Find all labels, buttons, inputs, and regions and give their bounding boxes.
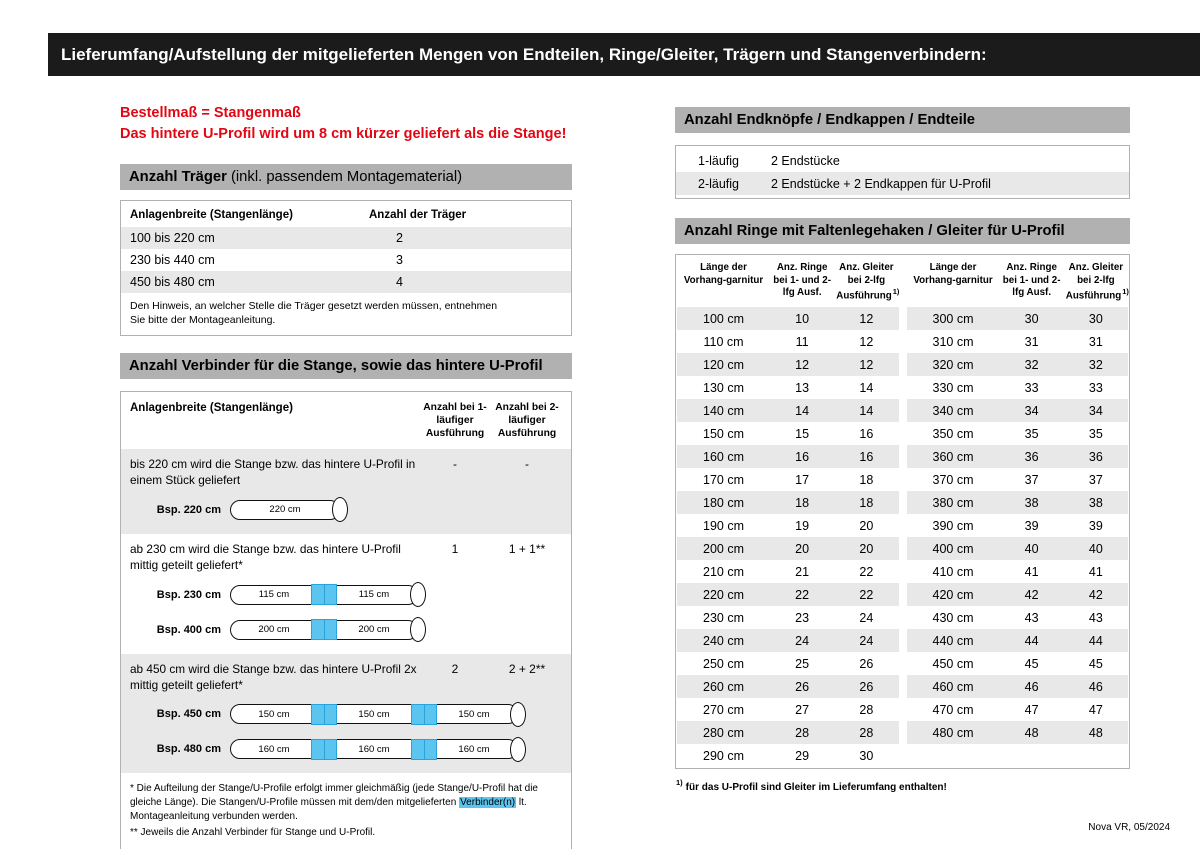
glider-count: 12	[859, 311, 874, 326]
glider-count: 28	[859, 725, 874, 740]
verbinder-count-2lfg: 1 + 1**	[508, 541, 546, 556]
ring-table-row	[677, 583, 899, 606]
rod-end-piece-icon	[332, 497, 348, 522]
glider-count: 46	[1088, 679, 1103, 694]
endteile-content: 2 Endstücke	[771, 153, 840, 168]
ring-table	[675, 254, 1130, 769]
endteile-rows	[676, 149, 1129, 195]
footnote-division	[130, 782, 562, 824]
rod-example	[121, 496, 571, 524]
glider-count: 45	[1088, 656, 1103, 671]
traeger-section-header	[120, 164, 572, 190]
ring-table-row	[677, 698, 899, 721]
glider-count: 42	[1088, 587, 1103, 602]
verbinder-highlight: Verbinder(n)	[460, 797, 516, 809]
order-measure-line2: Das hintere U-Profil wird um 8 cm kürzer geliefert als die Stange!	[120, 126, 567, 143]
ring-count: 21	[795, 564, 810, 579]
left-column	[120, 103, 572, 849]
rod-example	[121, 616, 571, 644]
ring-col-rings-header	[1000, 262, 1064, 300]
endteile-table-row	[676, 172, 1129, 195]
rod-segment: 160 cm	[330, 739, 418, 759]
rod-example-label: Bsp. 450 cm	[156, 708, 221, 721]
verbinder-count-1lfg: 1	[451, 541, 459, 556]
glider-count: 38	[1088, 495, 1103, 510]
ring-count: 37	[1024, 472, 1039, 487]
verbinder-count-2lfg: 2 + 2**	[508, 661, 546, 676]
verbinder-block	[121, 534, 571, 654]
ring-table-row	[907, 675, 1129, 698]
verbinder-table-head	[121, 392, 571, 449]
glider-count: 26	[859, 679, 874, 694]
glider-count: 24	[859, 633, 874, 648]
curtain-length: 230 cm	[703, 610, 744, 625]
ring-table-row	[907, 514, 1129, 537]
traeger-table-row	[121, 271, 571, 293]
rod-connector-icon	[311, 739, 337, 760]
ring-header-text: Anz. Ringe bei 1- und 2-lfg Ausf.	[1002, 262, 1061, 299]
ring-count: 48	[1024, 725, 1039, 740]
curtain-length: 480 cm	[932, 725, 974, 740]
verbinder-count-1lfg: 2	[451, 661, 459, 676]
right-column	[675, 107, 1130, 793]
ring-table-row	[907, 330, 1129, 353]
ring-count: 11	[795, 334, 809, 349]
ring-col-length-header	[907, 262, 1000, 287]
ring-table-row	[907, 468, 1129, 491]
glider-count: 16	[859, 449, 874, 464]
ring-table-row	[677, 376, 899, 399]
rod-example-label: Bsp. 230 cm	[156, 588, 221, 601]
glider-count: 33	[1088, 380, 1103, 395]
curtain-length: 270 cm	[703, 702, 744, 717]
ring-count: 15	[795, 426, 810, 441]
glider-count: 48	[1088, 725, 1103, 740]
ring-table-header	[907, 256, 1129, 307]
verbinder-col3-header: Anzahl bei 2-läufiger Ausführung	[495, 402, 559, 440]
ring-table-row	[677, 514, 899, 537]
ring-table-row	[907, 537, 1129, 560]
curtain-length: 100 cm	[703, 311, 744, 326]
rod-segment: 160 cm	[430, 739, 518, 759]
ring-table-row	[677, 629, 899, 652]
ring-count: 36	[1024, 449, 1039, 464]
ring-table-row	[907, 721, 1129, 744]
ring-count: 42	[1024, 587, 1039, 602]
ring-footnote	[675, 778, 1130, 792]
curtain-length: 190 cm	[703, 518, 744, 533]
ring-table-row	[907, 422, 1129, 445]
rod-end-piece-icon	[510, 737, 526, 762]
glider-count: 36	[1088, 449, 1103, 464]
glider-count: 22	[859, 564, 874, 579]
glider-count: 20	[859, 518, 874, 533]
traeger-note: Den Hinweis, an welcher Stelle die Träger gesetzt werden müssen, entnehmen Sie bitte der Montageanleitung.	[130, 300, 498, 326]
ring-table-row	[677, 307, 899, 330]
ring-count: 12	[795, 357, 810, 372]
ring-table-row	[907, 376, 1129, 399]
ring-table-left-half	[677, 256, 899, 767]
rod-diagram	[230, 737, 526, 762]
glider-count: 39	[1088, 518, 1103, 533]
footnote-marker: 1)	[892, 287, 900, 297]
footnote-connector-count: ** Jeweils die Anzahl Verbinder für Stange und U-Profil.	[130, 827, 376, 839]
rod-connector-icon	[411, 704, 437, 725]
curtain-length: 240 cm	[703, 633, 744, 648]
ring-count: 17	[795, 472, 810, 487]
glider-count: 44	[1088, 633, 1103, 648]
curtain-length: 210 cm	[703, 564, 744, 579]
glider-count: 35	[1088, 426, 1103, 441]
glider-count: 26	[859, 656, 874, 671]
verbinder-table	[120, 391, 572, 849]
ring-count: 46	[1024, 679, 1039, 694]
curtain-length: 340 cm	[932, 403, 974, 418]
glider-count: 16	[859, 426, 874, 441]
curtain-length: 150 cm	[703, 426, 744, 441]
rod-end-piece-icon	[410, 617, 426, 642]
ring-count: 40	[1024, 541, 1039, 556]
verbinder-rule-row	[121, 542, 571, 574]
traeger-table-row	[121, 249, 571, 271]
page-title-bar	[48, 33, 1200, 76]
ring-col-rings-header	[770, 262, 834, 300]
ring-table-row	[677, 744, 899, 767]
verbinder-rule-row	[121, 662, 571, 694]
verbinder-rule-text: ab 450 cm wird die Stange bzw. das hintere U-Profil 2x mittig geteilt geliefert*	[130, 661, 417, 692]
ring-table-row	[677, 675, 899, 698]
rod-connector-icon	[311, 584, 337, 605]
curtain-length: 390 cm	[932, 518, 974, 533]
traeger-table-row	[121, 227, 571, 249]
glider-count: 43	[1088, 610, 1103, 625]
ring-table-row	[907, 445, 1129, 468]
glider-count: 30	[859, 748, 874, 763]
traeger-title-suffix: (inkl. passendem Montagematerial)	[226, 169, 463, 186]
glider-count: 37	[1088, 472, 1103, 487]
ring-table-row	[907, 399, 1129, 422]
rod-example	[121, 581, 571, 609]
verbinder-section-header	[120, 353, 572, 379]
ring-table-row	[677, 560, 899, 583]
glider-count: 20	[859, 541, 874, 556]
ring-table-row	[907, 698, 1129, 721]
ring-table-row	[677, 445, 899, 468]
ring-count: 30	[1024, 311, 1039, 326]
verbinder-col2-header: Anzahl bei 1-läufiger Ausführung	[423, 402, 487, 440]
rod-segment: 160 cm	[230, 739, 318, 759]
endteile-table-row	[676, 149, 1129, 172]
verbinder-block	[121, 449, 571, 534]
endteile-table	[675, 145, 1130, 199]
traeger-table	[120, 200, 572, 336]
ring-table-row	[677, 468, 899, 491]
curtain-length: 160 cm	[703, 449, 744, 464]
curtain-length: 360 cm	[932, 449, 974, 464]
glider-count: 18	[859, 472, 874, 487]
ring-header-text: Länge der Vorhang-garnitur	[683, 262, 764, 286]
footnote1-text-end: lt. Montageanleitung verbunden werden.	[130, 797, 527, 823]
rod-connector-icon	[411, 739, 437, 760]
traeger-count: 4	[396, 275, 403, 290]
curtain-length: 300 cm	[932, 311, 974, 326]
glider-count: 24	[859, 610, 874, 625]
ring-count: 45	[1024, 656, 1039, 671]
traeger-table-head	[121, 201, 571, 227]
verbinder-rule-text: ab 230 cm wird die Stange bzw. das hintere U-Profil mittig geteilt geliefert*	[130, 541, 401, 572]
verbinder-blocks	[121, 449, 571, 774]
endteile-content: 2 Endstücke + 2 Endkappen für U-Profil	[771, 176, 991, 191]
ring-count: 16	[795, 449, 810, 464]
ring-col-gliders-header	[834, 262, 898, 303]
verbinder-block	[121, 654, 571, 774]
curtain-length: 140 cm	[703, 403, 744, 418]
footnote-marker: 1)	[1122, 287, 1129, 297]
rod-example-label: Bsp. 480 cm	[156, 743, 221, 756]
verbinder-count-2lfg: -	[525, 456, 529, 471]
ring-count: 47	[1024, 702, 1039, 717]
verbinder-count-1lfg: -	[453, 456, 457, 471]
curtain-length: 130 cm	[703, 380, 744, 395]
ring-table-header	[677, 256, 899, 307]
glider-count: 28	[859, 702, 874, 717]
ring-table-row	[677, 422, 899, 445]
rod-example-label: Bsp. 400 cm	[156, 623, 221, 636]
ring-table-row	[677, 491, 899, 514]
rod-diagram	[230, 702, 526, 727]
rod-segment: 115 cm	[230, 585, 318, 605]
glider-count: 22	[859, 587, 874, 602]
ring-count: 33	[1024, 380, 1039, 395]
curtain-length: 420 cm	[932, 587, 974, 602]
footnote1-text: * Die Aufteilung der Stange/U-Profile erfolgt immer gleichmäßig (jede Stange/U-Profil hat die gleiche Länge). Die Stangen/U-Profile müssen mit dem/den mitgelieferten	[130, 783, 538, 809]
endteile-title: Anzahl Endknöpfe / Endkappen / Endteile	[684, 112, 976, 128]
ring-table-row	[677, 652, 899, 675]
rod-segment: 200 cm	[330, 620, 418, 640]
rod-diagram	[230, 617, 426, 642]
ring-count: 13	[795, 380, 810, 395]
curtain-length: 310 cm	[932, 334, 974, 349]
rod-example	[121, 700, 571, 728]
ring-count: 19	[795, 518, 810, 533]
ring-count: 27	[795, 702, 810, 717]
curtain-length: 280 cm	[703, 725, 744, 740]
ring-header-text: Anz. Gleiter bei 2-lfg Ausführung	[836, 262, 894, 302]
ring-table-right-half	[907, 256, 1129, 767]
curtain-length: 260 cm	[703, 679, 744, 694]
ring-count: 28	[795, 725, 810, 740]
ring-table-row	[677, 537, 899, 560]
ring-count: 24	[795, 633, 810, 648]
traeger-title: Anzahl Träger	[129, 169, 227, 186]
ring-count: 23	[795, 610, 810, 625]
glider-count: 34	[1088, 403, 1103, 418]
ring-count: 32	[1024, 357, 1039, 372]
ring-header-text: Anz. Ringe bei 1- und 2-lfg Ausf.	[773, 262, 831, 299]
rod-segment: 220 cm	[230, 500, 340, 520]
ring-header-text: Länge der Vorhang-garnitur	[913, 262, 993, 286]
rod-example	[121, 735, 571, 763]
ring-count: 39	[1024, 518, 1039, 533]
glider-count: 14	[859, 380, 874, 395]
ring-table-row	[677, 353, 899, 376]
ringe-title: Anzahl Ringe mit Faltenlegehaken / Gleiter für U-Profil	[684, 223, 1065, 239]
rod-segment: 150 cm	[230, 704, 318, 724]
rod-segment: 115 cm	[330, 585, 418, 605]
glider-count: 18	[859, 495, 874, 510]
traeger-count: 2	[396, 231, 403, 246]
traeger-range: 230 bis 440 cm	[130, 253, 215, 268]
ring-table-row	[677, 330, 899, 353]
verbinder-col1-header: Anlagenbreite (Stangenlänge)	[130, 402, 293, 415]
curtain-length: 170 cm	[703, 472, 744, 487]
verbinder-title: Anzahl Verbinder für die Stange, sowie das hintere U-Profil	[129, 358, 543, 375]
curtain-length: 120 cm	[703, 357, 744, 372]
ring-count: 35	[1024, 426, 1039, 441]
ring-table-row	[907, 606, 1129, 629]
rod-segment: 200 cm	[230, 620, 318, 640]
curtain-length: 370 cm	[932, 472, 974, 487]
glider-count: 14	[859, 403, 874, 418]
curtain-length: 110 cm	[703, 334, 744, 349]
glider-count: 12	[859, 357, 874, 372]
ring-header-text: Anz. Gleiter bei 2-lfg Ausführung	[1065, 262, 1124, 302]
traeger-count: 3	[396, 253, 403, 268]
ring-count: 38	[1024, 495, 1039, 510]
rod-segment: 150 cm	[430, 704, 518, 724]
glider-count: 47	[1088, 702, 1103, 717]
curtain-length: 450 cm	[932, 656, 974, 671]
curtain-length: 200 cm	[703, 541, 744, 556]
ring-table-row	[907, 307, 1129, 330]
traeger-range: 450 bis 480 cm	[130, 275, 215, 290]
verbinder-footnotes	[121, 773, 571, 849]
traeger-rows	[121, 227, 571, 293]
endteile-type: 2-läufig	[698, 176, 739, 191]
traeger-range: 100 bis 220 cm	[130, 231, 215, 246]
ring-count: 29	[795, 748, 810, 763]
rod-example-label: Bsp. 220 cm	[156, 503, 221, 516]
ring-table-row	[907, 560, 1129, 583]
rod-end-piece-icon	[410, 582, 426, 607]
glider-count: 31	[1088, 334, 1103, 349]
curtain-length: 320 cm	[932, 357, 974, 372]
ring-table-row	[677, 399, 899, 422]
glider-count: 32	[1088, 357, 1103, 372]
ring-table-row	[907, 491, 1129, 514]
ring-col-gliders-header	[1064, 262, 1128, 303]
ring-count: 25	[795, 656, 810, 671]
ring-table-row	[907, 629, 1129, 652]
ring-count: 26	[795, 679, 810, 694]
footnote-marker: 1)	[676, 778, 683, 788]
rod-diagram	[230, 582, 426, 607]
ring-count: 20	[795, 541, 810, 556]
verbinder-rule-text: bis 220 cm wird die Stange bzw. das hintere U-Profil in einem Stück geliefert	[130, 456, 416, 487]
ring-count: 22	[795, 587, 810, 602]
curtain-length: 380 cm	[932, 495, 974, 510]
ring-count: 41	[1024, 564, 1039, 579]
glider-count: 12	[859, 334, 874, 349]
curtain-length: 470 cm	[932, 702, 974, 717]
ring-count: 31	[1024, 334, 1039, 349]
traeger-col1-header: Anlagenbreite (Stangenlänge)	[130, 209, 293, 222]
ring-count: 34	[1024, 403, 1039, 418]
ring-table-row	[677, 606, 899, 629]
glider-count: 30	[1088, 311, 1103, 326]
ring-count: 18	[795, 495, 810, 510]
document-version: Nova VR, 05/2024	[1088, 822, 1170, 833]
curtain-length: 460 cm	[932, 679, 974, 694]
curtain-length: 330 cm	[932, 380, 974, 395]
ring-count: 14	[795, 403, 810, 418]
ring-table-row	[907, 583, 1129, 606]
rod-connector-icon	[311, 619, 337, 640]
traeger-col2-header: Anzahl der Träger	[369, 209, 467, 222]
curtain-length: 220 cm	[703, 587, 744, 602]
glider-count: 40	[1088, 541, 1103, 556]
ringe-section-header	[675, 218, 1130, 244]
ring-count: 44	[1024, 633, 1039, 648]
curtain-length: 350 cm	[932, 426, 974, 441]
curtain-length: 440 cm	[932, 633, 974, 648]
curtain-length: 400 cm	[932, 541, 974, 556]
rod-segment: 150 cm	[330, 704, 418, 724]
ring-table-row	[677, 721, 899, 744]
ring-count: 10	[795, 311, 810, 326]
curtain-length: 290 cm	[703, 748, 744, 763]
curtain-length: 410 cm	[932, 564, 974, 579]
order-measure-note	[120, 103, 572, 145]
page-title: Lieferumfang/Aufstellung der mitgelieferten Mengen von Endteilen, Ringe/Gleiter, Trägern und Stangenverbindern:	[61, 44, 987, 64]
glider-count: 41	[1088, 564, 1103, 579]
curtain-length: 430 cm	[932, 610, 974, 625]
order-measure-line1: Bestellmaß = Stangenmaß	[120, 105, 301, 121]
ring-col-length-header	[677, 262, 770, 287]
endteile-type: 1-läufig	[698, 153, 739, 168]
curtain-length: 180 cm	[703, 495, 744, 510]
rod-connector-icon	[311, 704, 337, 725]
endteile-section-header	[675, 107, 1130, 133]
rod-end-piece-icon	[510, 702, 526, 727]
ring-table-row	[907, 652, 1129, 675]
verbinder-rule-row	[121, 457, 571, 489]
ring-footnote-text: für das U-Profil sind Gleiter im Lieferumfang enthalten!	[685, 781, 947, 793]
ring-count: 43	[1024, 610, 1039, 625]
ring-table-row	[907, 353, 1129, 376]
curtain-length: 250 cm	[703, 656, 744, 671]
rod-diagram	[230, 497, 348, 522]
